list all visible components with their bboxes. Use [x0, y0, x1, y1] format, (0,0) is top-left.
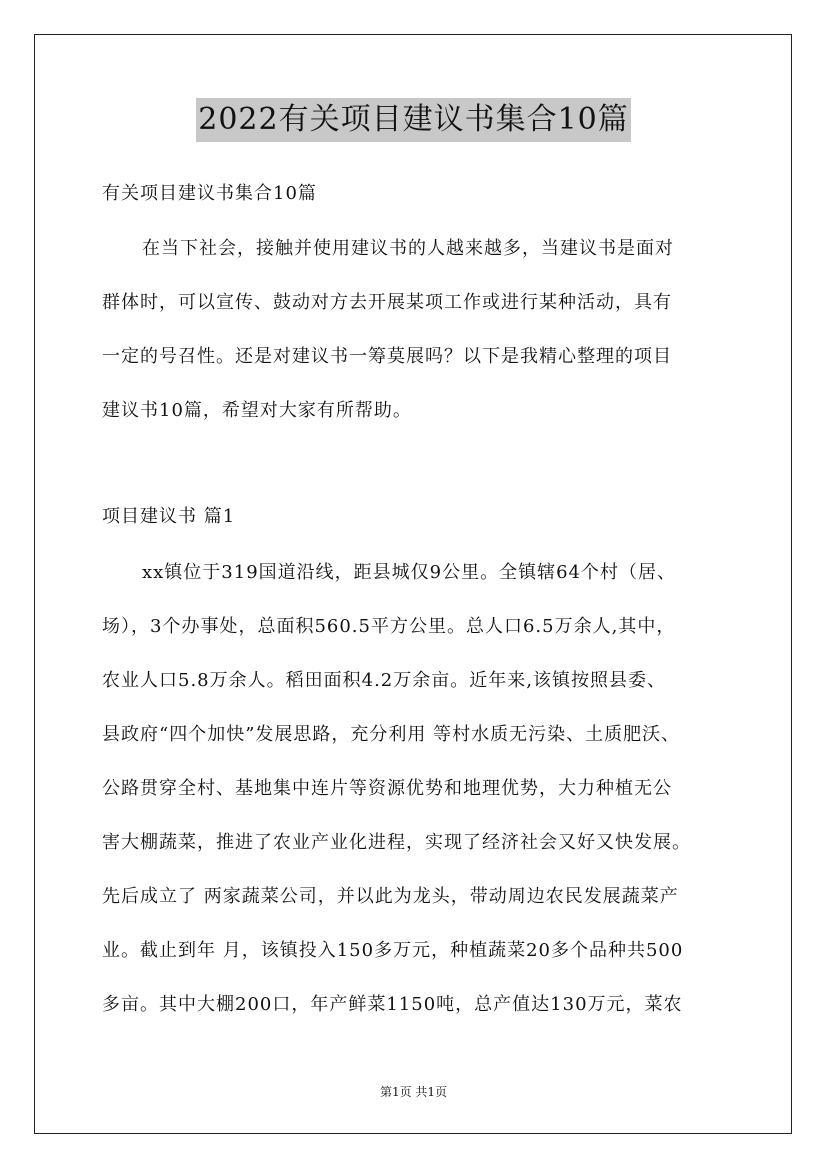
body-line: 多亩。其中大棚200口，年产鲜菜1150吨，总产值达130万元，菜农 [102, 994, 683, 1015]
document-subtitle: 有关项目建议书集合10篇 [102, 183, 317, 204]
body-line: xx镇位于319国道沿线，距县城仅9公里。全镇辖64个村（居、 [142, 562, 677, 583]
document-title: 2022有关项目建议书集合10篇 [196, 98, 631, 142]
intro-paragraph [102, 222, 742, 438]
body-line: 公路贯穿全村、基地集中连片等资源优势和地理优势，大力种植无公 [102, 778, 672, 799]
body-paragraph [102, 546, 742, 1032]
body-line: 先后成立了 两家蔬菜公司，并以此为龙头，带动周边农民发展蔬菜产 [102, 886, 679, 907]
body-line: 场），3个办事处，总面积560.5平方公里。总人口6.5万余人,其中， [102, 616, 676, 637]
body-line: 县政府“四个加快”发展思路，充分利用 等村水质无污染、土质肥沃、 [102, 724, 681, 745]
body-line: 害大棚蔬菜，推进了农业产业化进程，实现了经济社会又好又快发展。 [102, 832, 691, 853]
intro-line: 一定的号召性。还是对建议书一筹莫展吗？以下是我精心整理的项目 [102, 346, 672, 367]
body-line: 业。截止到年 月，该镇投入150多万元，种植蔬菜20多个品种共500 [102, 940, 684, 961]
intro-line: 建议书10篇，希望对大家有所帮助。 [102, 400, 412, 421]
intro-line: 群体时，可以宣传、鼓动对方去开展某项工作或进行某种活动，具有 [102, 292, 672, 313]
body-line: 农业人口5.8万余人。稻田面积4.2万余亩。近年来,该镇按照县委、 [102, 670, 666, 691]
title-container [0, 98, 827, 142]
intro-line: 在当下社会，接触并使用建议书的人越来越多，当建议书是面对 [142, 238, 674, 259]
page-footer: 第1页 共1页 [379, 1085, 448, 1099]
section-heading [102, 490, 742, 544]
section-heading-text: 项目建议书 篇1 [102, 506, 236, 527]
